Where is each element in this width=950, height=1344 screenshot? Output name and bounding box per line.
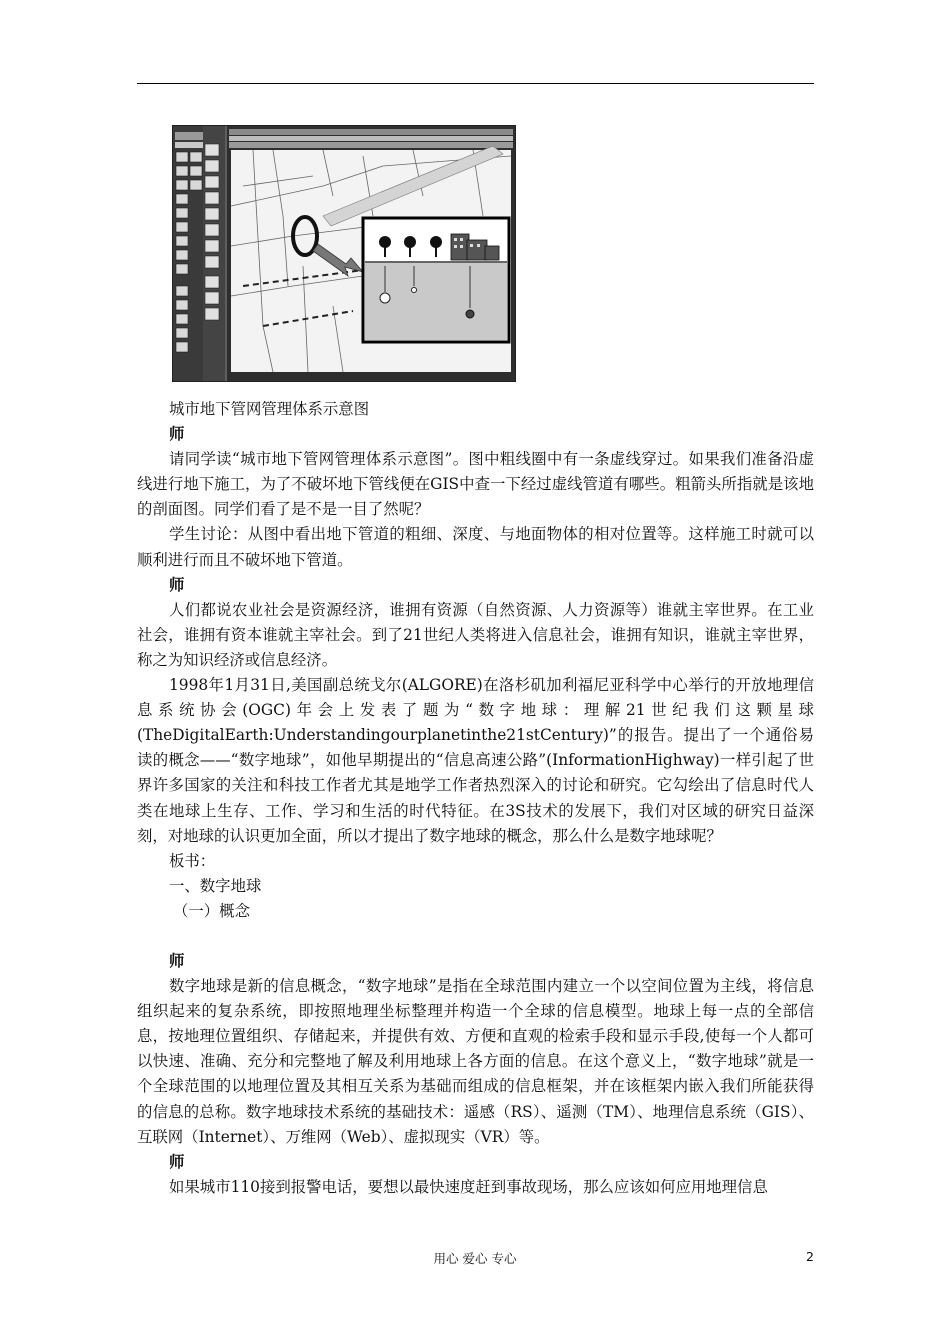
- document-body: [137, 397, 814, 1200]
- speaker-label: 师: [169, 1152, 185, 1171]
- figure-caption: 城市地下管网管理体系示意图: [169, 400, 370, 418]
- board-subheading: （一）概念: [173, 901, 250, 920]
- paragraph: 学生讨论：从图中看出地下管道的粗细、深度、与地面物体的相对位置等。这样施工时就可以顺利进行而且不破坏地下管道。: [137, 525, 814, 569]
- speaker-label: 师: [169, 951, 185, 970]
- gis-screenshot-illustration: [173, 126, 515, 381]
- paragraph: 数字地球是新的信息概念，“数字地球”是指在全球范围内建立一个以空间位置为主线，将信息组织起来的复杂系统，即按照地理坐标整理并构造一个全球的信息模型。地球上每一点的全部信息，按地理位置组织、存储起来，并提供有效、方便和直观的检索手段和显示手段,使每一个人都可以快速、准确、充分和完整地了解及利用地球上各方面的信息。在这个意义上，“数字地球”就是一个全球范围的以地理位置及其相互关系为基础而组成的信息框架，并在该框架内嵌入我们所能获得的信息的总称。数字地球技术系统的基础技术：遥感（RS）、遥测（TM）、地理信息系统（GIS）、互联网（Internet）、万维网（Web）、虚拟现实（VR）等。: [137, 977, 814, 1146]
- footer-motto: 用心 爱心 专心: [433, 1251, 517, 1266]
- speaker-label: 师: [169, 575, 185, 594]
- paragraph: 1998年1月31日,美国副总统戈尔(ALGORE)在洛杉矶加利福尼亚科学中心举行的开放地理信息系统协会(OGC)年会上发表了题为“数字地球：理解21世纪我们这颗星球(TheDigitalEarth:Understandingourplanetinthe21stCentury)”的报告。提出了一个通俗易读的概念——“数字地球”，如他早期提出的“信息高速公路”(InformationHighway)一样引起了世界许多国家的关注和科技工作者尤其是地学工作者热烈深入的讨论和研究。它勾绘出了信息时代人类在地球上生存、工作、学习和生活的时代特征。在3S技术的发展下，我们对区域的研究日益深刻，对地球的认识更加全面，所以才提出了数字地球的概念，那么什么是数字地球呢？: [137, 676, 814, 845]
- gis-pipeline-screenshot-figure: [172, 125, 516, 382]
- blank-line: [137, 924, 814, 949]
- page-number: 2: [806, 1249, 814, 1264]
- header-rule: [137, 83, 814, 84]
- board-heading: 一、数字地球: [169, 876, 262, 895]
- paragraph: 如果城市110接到报警电话，要想以最快速度赶到事故现场，那么应该如何应用地理信息: [169, 1177, 768, 1196]
- paragraph: 请同学读“城市地下管网管理体系示意图”。图中粗线圈中有一条虚线穿过。如果我们准备沿虚线进行地下施工，为了不破坏地下管线便在GIS中查一下经过虚线管道有哪些。粗箭头所指就是该地的剖面图。同学们看了是不是一目了然呢？: [137, 450, 814, 519]
- speaker-label: 师: [169, 425, 185, 444]
- board-label: 板书：: [169, 851, 216, 870]
- paragraph: 人们都说农业社会是资源经济，谁拥有资源（自然资源、人力资源等）谁就主宰世界。在工业社会，谁拥有资本谁就主宰社会。到了21世纪人类将进入信息社会，谁拥有知识，谁就主宰世界，称之为知识经济或信息经济。: [137, 600, 814, 669]
